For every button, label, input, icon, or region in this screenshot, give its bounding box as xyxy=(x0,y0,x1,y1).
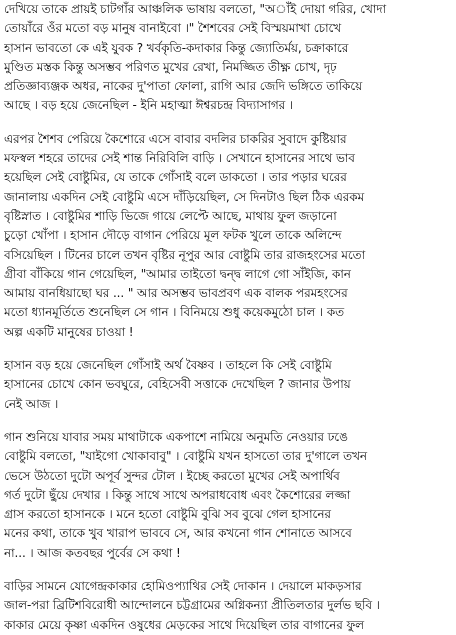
text-line: গর্ত দুটো ছুঁয়ে দেখার । কিন্তু সাথে সাথে অপরাধবোধ এবং কৈশোরের লজ্জা xyxy=(4,487,351,502)
text-line: নেই আজ । xyxy=(4,396,59,411)
text-line: গান শুনিয়ে যাবার সময় মাথাটাকে একপাশে নামিয়ে অনুমতি নেওয়ার ঢঙে xyxy=(4,429,348,444)
paragraph-2 xyxy=(4,130,452,342)
text-line: চুড়ো খোঁপা । হাসান দৌড়ে বাগান পেরিয়ে মূল ফটক খুলে তাকে অলিন্দে xyxy=(4,228,342,243)
text-line: বাড়ির সামনে যোগেন্দ্রকাকার হোমিওপ্যাথির সেই দোকান । দেয়ালে মাকড়সার xyxy=(4,579,362,594)
text-line: আমায় বানধিয়াছো ঘর ... " আর অসম্ভব ভাবপ্রবণ এক বালক পরমহংসের xyxy=(4,286,348,301)
text-line: মনের কথা, তাকে খুব খারাপ ভাববে সে, আর কখনো গান শোনাতে আসবে xyxy=(4,526,352,541)
text-line: জানালায় একদিন সেই বোষ্টুমি এসে দাঁড়িয়েছিল, সে দিনটাও ছিল ঠিক এরকম xyxy=(4,189,365,204)
text-line: গ্রাস করতো হাসানকে । মনে হতো বোষ্টুমি বুঝি সব বুঝে গেল হাসানের xyxy=(4,507,331,522)
text-line: না... । আজ কতবছর পুর্বের সে কথা ! xyxy=(4,545,181,560)
text-line: গ্রীবা বাঁকিয়ে গান গেয়েছিল, "আমার তাইতো দ্বন্দ্ব লাগে গো সাঁইজি, কান xyxy=(4,266,351,281)
text-line: আছে । বড় হয়ে জেনেছিল - ইনি মহাত্মা ঈশ্বরচন্দ্র বিদ্যাসাগর । xyxy=(4,98,294,113)
text-line: বোষ্টুমি বলতো, "যাইগো খোকাবাবু" । বোষ্টুমি যখন হাসতো তার দু'গালে তখন xyxy=(4,449,367,464)
document-page xyxy=(4,0,452,635)
text-line: তোয়াঁরে ওঁর মতো বড় মানুষ বানাইবো ।" শৈশবের সেই বিস্ময়মাখা চোখে xyxy=(4,21,342,36)
text-line: প্রতিজ্ঞাব্যঞ্জক অধর, নাকের দু'পাতা ফোলা, রাগি আর জেদি ভঙ্গিতে তাকিয়ে xyxy=(4,79,363,94)
paragraph-3 xyxy=(4,356,452,414)
paragraph-1 xyxy=(4,0,452,116)
paragraph-5 xyxy=(4,577,452,635)
text-line: হাসান ভাবতো কে এই যুবক ? খর্বকৃতি-কদাকার কিন্তু জ্যোতির্ময়, চক্রাকারে xyxy=(4,40,349,55)
text-line: হাসানের চোখে কোন ভবঘুরে, বেহিসেবী সত্তাকে দেখেছিল ? জানার উপায় xyxy=(4,377,351,392)
text-line: বসিয়েছিল । টিনের চালে তখন বৃষ্টির নূপুর আর বোষ্টুমি তার রাজহংসের মতো xyxy=(4,247,366,262)
text-line: অল্প একটি মানুষের চাওয়া ! xyxy=(4,324,134,339)
text-line: হয়েছিল সেই বোষ্টুমির, যে তাকে গোঁসাই বলে ডাকতো । তার পড়ার ঘরের xyxy=(4,170,347,185)
text-line: এরপর শৈশব পেরিয়ে কৈশোরে এসে বাবার বদলির চাকরির সুবাদে কুষ্টিয়ার xyxy=(4,131,347,146)
text-line: ভেসে উঠতো দুটো অপূর্ব সুন্দর টোল । ইচ্ছে করতো মুখের সেই অপার্থিব xyxy=(4,468,340,483)
text-line: বৃষ্টিস্নাত । বোষ্টুমির শাড়ি ভিজে গায়ে লেপ্টে আছে, মাথায় ফুল জড়ানো xyxy=(4,208,337,223)
paragraph-gap xyxy=(4,414,452,428)
paragraph-gap xyxy=(4,342,452,356)
text-line: মতো ধ্যানমূর্তিতে শুনেছিল সে গান । বিনিময়ে শুধু কয়েকমুঠো চাল । কত xyxy=(4,305,345,320)
text-line: হাসান বড় হয়ে জেনেছিল গোঁসাই অর্থ বৈষ্ণব । তাহলে কি সেই বোষ্টুমি xyxy=(4,358,332,373)
paragraph-gap xyxy=(4,563,452,577)
text-line: জাল-পরা ব্রিটিশবিরোধী আন্দোলনে চট্টগ্রামের অগ্নিকন্যা প্রীতিলতার দুর্লভ ছবি । xyxy=(4,598,380,613)
text-line: মুণ্ডিত মস্তক কিন্তু অসম্ভব পরিণত মুখের রেখা, নিমজ্জিত তীক্ষ্ণ চোখ, দৃঢ় xyxy=(4,59,337,74)
text-line: মফস্বল শহরে তাদের সেই শান্ত নিরিবিলি বাড়ি । সেখানে হাসানের সাথে ভাব xyxy=(4,151,355,166)
paragraph-gap xyxy=(4,116,452,130)
paragraph-4 xyxy=(4,428,452,563)
text-line: দেখিয়ে তাকে প্রায়ই চাটগাঁর আঞ্চলিক ভাষায় বলতো, "অাঁই দোয়া গরির, খোদা xyxy=(4,2,386,16)
text-line: কাকার মেয়ে কৃষ্ণা একদিন ওষুধের মেড়কের সাথে দিয়েছিল তার বাগানের ফুল xyxy=(4,617,365,632)
